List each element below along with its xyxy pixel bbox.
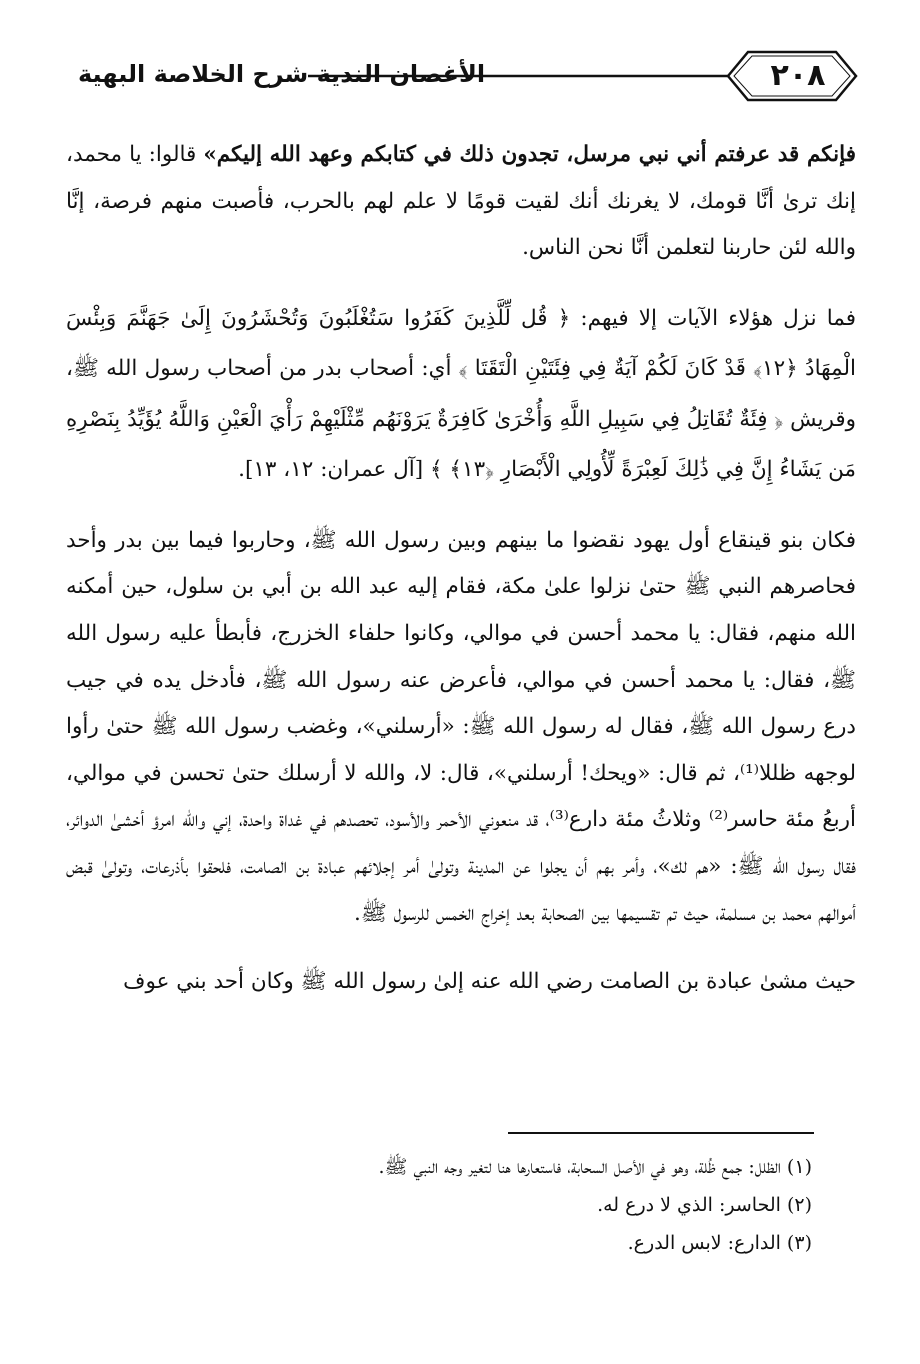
- footnote-1: (١) الظلل: جمع ظُلة، وهو في الأصل السحابة، فاستعارها هنا لتغير وجه النبي ﷺ.: [378, 1156, 812, 1178]
- paragraph-1: [66, 132, 856, 272]
- quote-bold: فإنكم قد عرفتم أني نبي مرسل، تجدون ذلك في كتابكم وعهد الله إليكم»: [203, 142, 856, 167]
- page-number: ٢٠٨: [770, 58, 826, 93]
- page-header: [60, 46, 860, 106]
- main-text: [66, 132, 856, 1006]
- paragraph-4: حيث مشىٰ عبادة بن الصامت رضي الله عنه إلىٰ رسول الله ﷺ وكان أحد بني عوف: [123, 969, 856, 995]
- footnotes: [120, 1148, 812, 1262]
- paragraph-2: فما نزل هؤلاء الآيات إلا فيهم: ﴿ قُل لِّلَّذِينَ كَفَرُوا سَتُغْلَبُونَ وَتُحْشَرُونَ إِلَىٰ جَهَنَّمَ وَبِئْسَ الْمِهَادُ ﴿١٢﴾ قَدْ كَانَ لَكُمْ آيَةٌ فِي فِئَتَيْنِ الْتَقَتَا ﴾ أي: أصحاب بدر من أصحاب رسول الله ﷺ، وقريش ﴿ فِئَةٌ تُقَاتِلُ فِي سَبِيلِ اللَّهِ وَأُخْرَىٰ كَافِرَةٌ يَرَوْنَهُم مِّثْلَيْهِمْ رَأْيَ الْعَيْنِ وَاللَّهُ يُؤَيِّدُ بِنَصْرِهِ مَن يَشَاءُ إِنَّ فِي ذَٰلِكَ لَعِبْرَةً لِّأُولِي الْأَبْصَارِ ﴿١٣﴾ ﴾ [آل عمران: ١٢، ١٣].: [66, 305, 857, 483]
- footnote-divider: [508, 1132, 814, 1134]
- footnote-3: (٣) الدارع: لابس الدرع.: [627, 1232, 812, 1254]
- paragraph-3: فكان بنو قينقاع أول يهود نقضوا ما بينهم وبين رسول الله ﷺ، وحاربوا فيما بين بدر وأحد فحاصرهم النبي ﷺ حتىٰ نزلوا علىٰ مكة، فقام إليه عبد الله بن أبي بن سلول، حين أمكنه الله منهم، فقال: يا محمد أحسن في موالي، وكانوا حلفاء الخزرج، فأبطأ عليه رسول الله ﷺ، فقال: يا محمد أحسن في موالي، فأعرض عنه رسول الله ﷺ، فأدخل يده في جيب درع رسول الله ﷺ، فقال له رسول الله ﷺ: «أرسلني»، وغضب رسول الله ﷺ حتىٰ رأوا لوجهه ظللا⁽¹⁾، ثم قال: «ويحك! أرسلني»، قال: لا، والله لا أرسلك حتىٰ تحسن في موالي، أربعُ مئة حاسر⁽²⁾ وثلاثُ مئة دارع⁽³⁾، قد منعوني الأحمر والأسود، تحصدهم في غداة واحدة، إني والله امرؤ أخشىٰ الدوائر، فقال رسول الله ﷺ: «هم لك»، وأمر بهم أن يجلوا عن المدينة وتولىٰ أمر إجلائهم عبادة بن الصامت، فلحقوا بأذرعات، وتولىٰ قبض أموالهم محمد بن مسلمة، حيث تم تقسيمها بين الصحابة بعد إخراج الخمس للرسول ﷺ.: [66, 527, 856, 926]
- running-title: الأغصان الندية شرح الخلاصة البهية: [78, 60, 486, 88]
- paragraph-1-text: قالوا: يا محمد، إنك ترىٰ أنَّا قومك، لا يغرنك أنك لقيت قومًا لا علم لهم بالحرب، فأصبت منهم فرصة، إنَّا والله لئن حاربنا لتعلمن أنَّا نحن الناس.: [66, 142, 856, 261]
- footnote-2: (٢) الحاسر: الذي لا درع له.: [597, 1194, 812, 1216]
